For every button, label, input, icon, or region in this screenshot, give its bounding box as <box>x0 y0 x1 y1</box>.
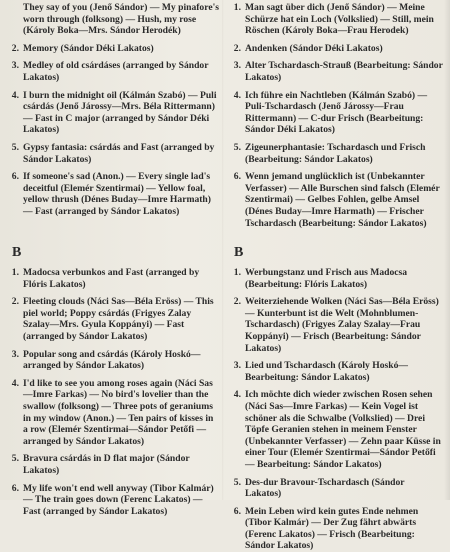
track-item <box>228 43 443 55</box>
track-text: Memory (Sándor Déki Lakatos) <box>23 42 154 54</box>
track-item <box>6 267 219 290</box>
track-item <box>6 142 219 165</box>
side-b-heading: B <box>234 245 244 260</box>
track-item <box>6 90 219 136</box>
track-number: 3. <box>11 60 19 72</box>
track-text: They say of you (Jenő Sándor) — My pinafore's worn through (folksong) — Hush, my rose (Károly Boka—Mrs. Sándor Herodék) <box>23 2 219 37</box>
track-text: Ich möchte dich wieder zwischen Rosen sehen (Náci Sas—Imre Farkas) — Kein Vogel ist schöner als die Schwalbe (Volkslied) — Drei Töpfe Geranien stehen in meinem Fenster (Unbekannter Verfasser) — Zehn paar Küsse in einer Tour (Elemér Szentirmai—Sándor Petőfi — Bearbeitung: Sándor Lakatos) <box>245 389 441 470</box>
german-side-a <box>228 0 443 245</box>
track-text: Gypsy fantasia: csárdás and Fast (arranged by Sándor Lakatos) <box>23 141 215 165</box>
track-item <box>6 60 219 83</box>
track-item <box>6 296 219 342</box>
track-number: 2. <box>233 42 241 54</box>
track-number: 2. <box>11 296 19 308</box>
track-item <box>228 389 443 470</box>
track-text: Madocsa verbunkos and Fast (arranged by Flóris Lakatos) <box>23 267 200 290</box>
track-item <box>228 2 443 37</box>
track-text: Bravura csárdás in D flat major (Sándor Lakatos) <box>23 453 190 476</box>
track-number: 4. <box>233 389 241 401</box>
track-item <box>228 296 443 354</box>
track-number: 1. <box>233 267 241 278</box>
track-text: Medley of old csárdáses (arranged by Sándor Lakatos) <box>23 60 209 83</box>
track-text: Zigeunerphantasie: Tschardasch und Frisch (Bearbeitung: Sándor Lakatos) <box>245 141 426 165</box>
track-number: 1. <box>11 267 19 278</box>
side-b-heading: B <box>12 245 22 260</box>
track-item <box>228 90 443 136</box>
track-number: 3. <box>233 360 241 372</box>
english-column <box>6 0 219 517</box>
track-item <box>228 171 443 229</box>
track-text: I'd like to see you among roses again (Náci Sas—Imre Farkas) — No bird's lovelier than the swallow (folksong) — Three pots of geraniums in my window (Anon.) — Ten pairs of kisses in a row (Elemér Szentirmai—Sándor Petőfi — arranged by Sándor Lakatos) <box>23 377 214 447</box>
track-item <box>228 360 443 383</box>
track-item <box>228 60 443 83</box>
track-text: Fleeting clouds (Náci Sas—Béla Eröss) — This piel world; Poppy csárdás (Frigyes Zalay Szalay—Mrs. Gyula Koppányi) — Fast (arranged by Sándor Lakatos) <box>23 296 214 342</box>
page-edge-shadow <box>444 0 450 500</box>
track-item <box>6 378 219 448</box>
track-text: Wenn jemand unglücklich ist (Unbekannter Verfasser) — Alle Burschen sind falsch (Elemér Szentirmai) — Gelbes Fohlen, gelbe Amsel (Dénes Buday—Imre Harmath) — Frischer Tschardasch (Bearbeitung: Sándor Lakatos) <box>245 171 440 229</box>
track-item <box>6 349 219 372</box>
track-text: Man sagt über dich (Jenő Sándor) — Meine Schürze hat ein Loch (Volkslied) — Still, mein Röschen (Károly Boka—Frau Herodek) <box>245 2 434 37</box>
track-number: 3. <box>11 348 19 360</box>
track-number <box>6 2 23 37</box>
track-item <box>6 483 219 518</box>
track-item <box>228 506 443 552</box>
track-number: 5. <box>11 453 19 465</box>
track-number: 3. <box>233 60 241 72</box>
track-text: Ich führe ein Nachtleben (Kálmán Szabó) — Puli-Tschardasch (Jenő Járossy—Frau Rittermann) — C-dur Frisch (Bearbeitung: Sándor Déki Lakatos) <box>245 89 428 136</box>
track-text: Alter Tschardasch-Strauß (Bearbeitung: Sándor Lakatos) <box>245 60 443 83</box>
english-side-a <box>6 0 219 245</box>
track-text: Werbungstanz und Frisch aus Madocsa (Bearbeitung: Flóris Lakatos) <box>245 267 408 290</box>
track-text: Lied und Tschardasch (Károly Hoskó—Bearbeitung: Sándor Lakatos) <box>245 360 408 383</box>
track-number: 4. <box>233 89 241 101</box>
track-item <box>6 171 219 217</box>
column-gutter <box>222 0 224 500</box>
german-column <box>228 0 443 552</box>
track-number: 6. <box>233 505 241 517</box>
track-item <box>6 453 219 476</box>
track-number: 4. <box>11 89 19 101</box>
track-number: 6. <box>11 171 19 183</box>
track-text: My life won't end well anyway (Tibor Kalmár) — The train goes down (Ferenc Lakatos) — Fast (arranged by Sándor Lakatos) <box>23 482 214 517</box>
english-side-b <box>6 245 219 517</box>
track-item <box>6 2 219 37</box>
track-text: Mein Leben wird kein gutes Ende nehmen (Tibor Kalmár) — Der Zug fährt abwärts (Ferenc Lakatos) — Frisch (Bearbeitung: Sándor Lakatos) <box>245 505 419 552</box>
track-number: 6. <box>11 482 19 494</box>
track-text: If someone's sad (Anon.) — Every single lad's deceitful (Elemér Szentirmai) — Yellow foal, yellow thrush (Dénes Buday—Imre Harmath) — Fast (arranged by Sándor Lakatos) <box>23 171 211 217</box>
track-number: 6. <box>233 171 241 183</box>
track-number: 4. <box>11 377 19 389</box>
track-number: 2. <box>11 42 19 54</box>
track-text: Des-dur Bravour-Tschardasch (Sándor Lakatos) <box>245 476 405 500</box>
track-number: 5. <box>233 476 241 488</box>
track-item <box>6 43 219 55</box>
track-item <box>228 267 443 290</box>
track-number: 1. <box>233 2 241 13</box>
track-item <box>228 142 443 165</box>
track-text: Andenken (Sándor Déki Lakatos) <box>245 42 383 54</box>
track-number: 2. <box>233 296 241 308</box>
track-text: Weiterziehende Wolken (Náci Sas—Béla Eröss) — Kunterbunt ist die Welt (Mohnblumen-Tschardasch) (Frigyes Zalay Szalay—Frau Koppányi) — Frisch (Bearbeitung: Sándor Lakatos) <box>245 296 439 354</box>
track-item <box>228 477 443 500</box>
track-text: Popular song and csárdás (Károly Hoskó—arranged by Sándor Lakatos) <box>23 348 201 372</box>
german-side-b <box>228 245 443 552</box>
track-text: I burn the midnight oil (Kálmán Szabó) — Puli csárdás (Jenő Járossy—Mrs. Béla Rittermann) — Fast in C major (arranged by Sándor Déki Lakatos) <box>23 89 217 136</box>
track-number: 5. <box>233 141 241 153</box>
track-number: 5. <box>11 141 19 153</box>
